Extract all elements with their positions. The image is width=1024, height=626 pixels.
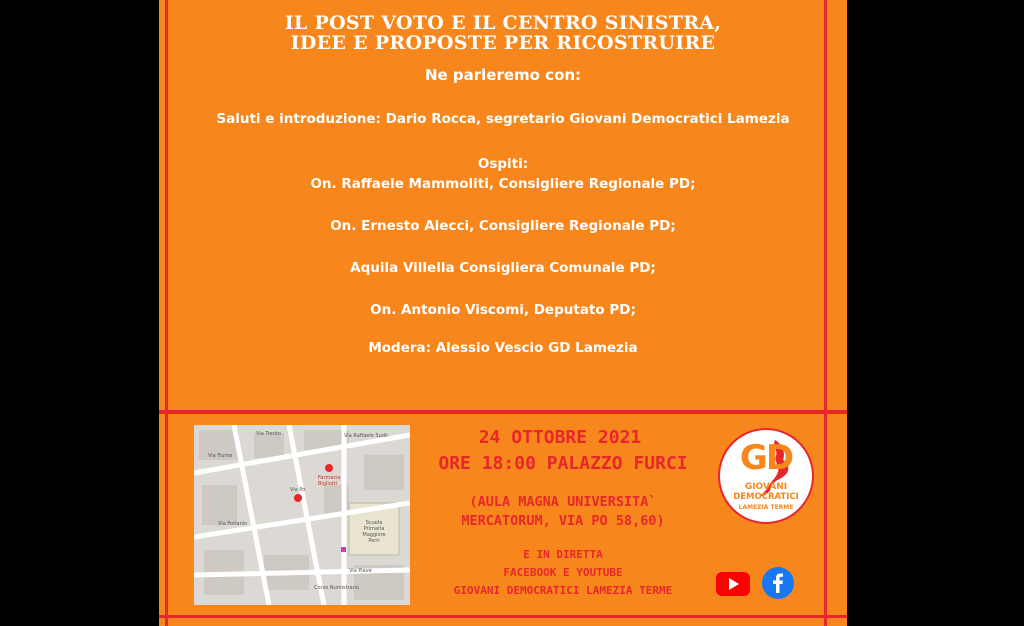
map-label-corso-numistrano: Corso Numistrano: [314, 585, 359, 591]
venue-line-1: (AULA MAGNA UNIVERSITA`: [469, 494, 657, 510]
facebook-icon[interactable]: [762, 567, 794, 599]
youtube-icon[interactable]: [716, 572, 750, 596]
guests-label: Ospiti:: [477, 156, 529, 172]
map-label-via-piave: Via Piave: [349, 568, 372, 574]
map-label-via-po: Via Po: [290, 487, 306, 493]
live-line-1: E IN DIRETTA: [523, 548, 603, 561]
moderator-text: Modera: Alessio Vescio GD Lamezia: [368, 340, 638, 356]
logo-line-2: DEMOCRATICI: [733, 492, 799, 502]
guest-4: On. Antonio Viscomi, Deputato PD;: [370, 302, 636, 318]
logo-line-1: GIOVANI: [744, 482, 788, 492]
event-time-place: ORE 18:00 PALAZZO FURCI: [438, 453, 688, 474]
map-label-via-trento: Via Trento: [256, 431, 281, 437]
live-line-2: FACEBOOK E YOUTUBE: [503, 566, 623, 579]
map-label-via-fiume: Via Fiume: [208, 453, 233, 459]
logo-line-3: LAMEZIA TERME: [738, 504, 794, 511]
frame-line-bottom: [159, 615, 847, 618]
gd-logo: [718, 428, 814, 524]
frame-line-divider: [159, 410, 847, 414]
map-label-scuola: Scuola Primaria Maggiore Perri: [362, 520, 386, 544]
map-label-via-forlanin: Via Forlanin: [218, 521, 248, 527]
event-poster: [159, 0, 847, 626]
poster-title-line-1: IL POST VOTO E IL CENTRO SINISTRA,: [284, 12, 722, 34]
event-date: 24 OTTOBRE 2021: [478, 427, 642, 448]
guest-2: On. Ernesto Alecci, Consigliere Regionale PD;: [330, 218, 676, 234]
map-label-farmacia: Farmacia Bigliotti: [318, 475, 341, 487]
greeting-text: Saluti e introduzione: Dario Rocca, segretario Giovani Democratici Lamezia: [216, 111, 790, 127]
guest-1: On. Raffaele Mammoliti, Consigliere Regionale PD;: [310, 176, 696, 192]
venue-line-2: MERCATORUM, VIA PO 58,60): [461, 513, 665, 529]
guest-3: Aquila Villella Consigliera Comunale PD;: [350, 260, 656, 276]
location-map: [194, 425, 410, 605]
live-line-3: GIOVANI DEMOCRATICI LAMEZIA TERME: [453, 584, 673, 597]
map-graphic: [194, 425, 410, 605]
intro-text: Ne parleremo con:: [424, 66, 582, 84]
logo-mark: GD: [739, 438, 793, 478]
poster-title-line-2: IDEE E PROPOSTE PER RICOSTRUIRE: [290, 32, 716, 54]
map-label-via-sudil: Via Raffaele Sudil: [344, 433, 388, 439]
